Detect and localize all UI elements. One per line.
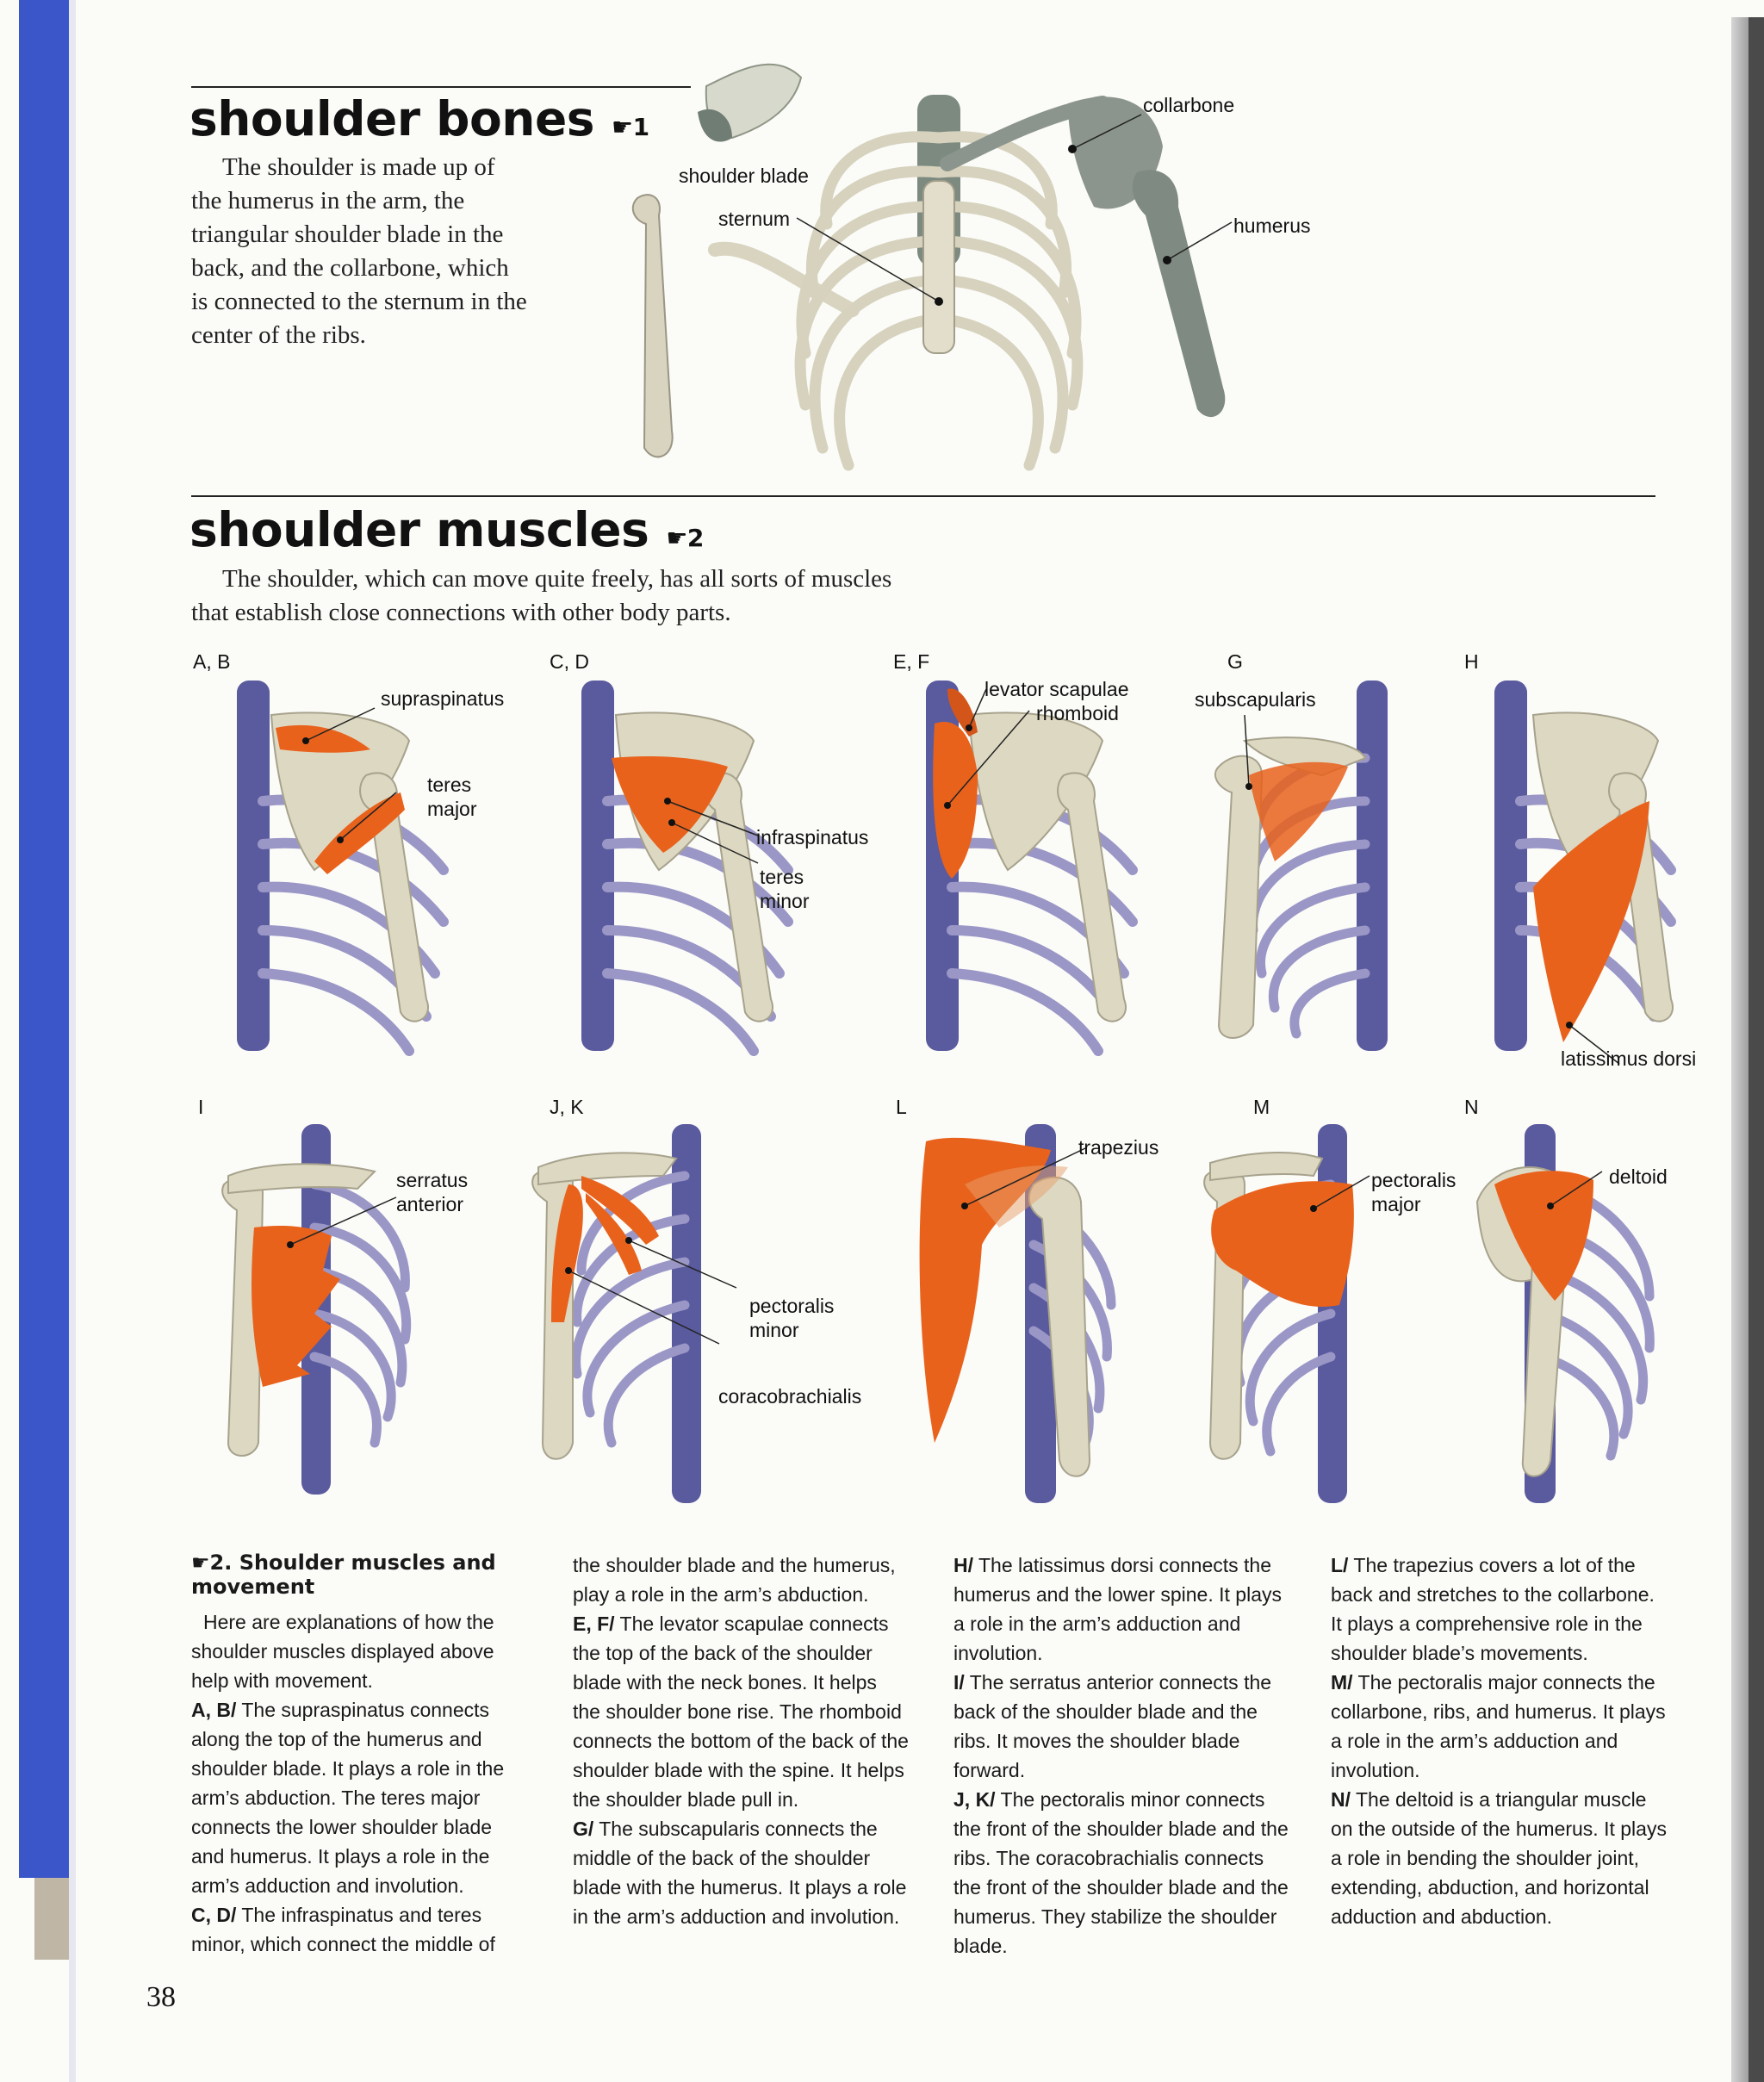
label-supraspinatus: supraspinatus — [381, 687, 505, 710]
entry-m: M/ The pectoralis major connects the collarbone, ribs, and humerus. It plays a role in the arm’s adduction and involution. — [1331, 1671, 1666, 1781]
label-subscapularis: subscapularis — [1195, 688, 1316, 711]
page-edge-dark — [1748, 17, 1764, 2082]
label-pectoralis: pectoralis — [1371, 1169, 1457, 1191]
panel-i-illustration — [211, 1116, 418, 1503]
entry-ab: A, B/ The supraspinatus connects along the top of the humerus and shoulder blade. It plays a role in the arm’s abduction. The teres major connects the lower shoulder blade and humerus. It plays a role in the arm’s adduction and involution. — [191, 1699, 505, 1897]
label-coracobrachialis: coracobrachialis — [718, 1385, 862, 1408]
panel-letter-m: M — [1253, 1096, 1270, 1118]
entry-l: L/ The trapezius covers a lot of the back and stretches to the collarbone. It plays a comprehensive role in the shoulder blade’s movements. — [1331, 1554, 1655, 1664]
panel-letter-ab: A, B — [193, 650, 231, 673]
entry-h: H/ The latissimus dorsi connects the humerus and the lower spine. It plays a role in the arm’s adduction and involution. — [953, 1554, 1282, 1664]
heading-shoulder-bones — [189, 93, 649, 153]
label-teres: teres — [427, 774, 472, 796]
label-rhomboid: rhomboid — [1036, 702, 1119, 724]
panel-letter-h: H — [1464, 650, 1479, 673]
section-rule-muscles — [191, 495, 1655, 497]
label-minor: minor — [760, 890, 810, 912]
panel-letter-g: G — [1227, 650, 1243, 673]
entry-n: N/ The deltoid is a triangular muscle on the outside of the humerus. It plays a role in bending the shoulder joint, extending, abduction, and horizontal adduction and abduction. — [1331, 1788, 1667, 1928]
latissimus-dorsi-muscle — [1533, 801, 1649, 1042]
panel-ab-illustration — [220, 672, 478, 1068]
label-teres: teres — [760, 866, 804, 888]
entry-cd-continued: the shoulder blade and the humerus, play a role in the arm’s abduction. — [573, 1554, 896, 1606]
label-major: major — [1371, 1193, 1421, 1215]
entry-jk: J, K/ The pectoralis minor connects the front of the shoulder blade and the ribs. The coracobrachialis connects the front of the shoulder blade and the humerus. They stabilize the shoulder blade. — [953, 1788, 1289, 1957]
text-column-3 — [953, 1551, 1289, 1961]
text-column-4 — [1331, 1551, 1667, 1931]
binding-gap — [69, 0, 76, 2082]
label-humerus: humerus — [1233, 214, 1311, 237]
heading-text: shoulder muscles — [189, 502, 649, 557]
left-humerus-bone — [633, 195, 673, 457]
panel-letter-ef: E, F — [893, 650, 930, 673]
text-column-2 — [573, 1551, 909, 1931]
sternum-bone — [923, 181, 954, 353]
label-shoulder-blade: shoulder blade — [679, 165, 809, 187]
entry-ef: E, F/ The levator scapulae connects the top of the back of the shoulder blade with the neck bones. It helps the shoulder bone rise. The rhomboid connects the bottom of the back of the shoulder blade with the spine. It helps the shoulder blade pull in. — [573, 1613, 909, 1811]
panel-letter-cd: C, D — [550, 650, 589, 673]
label-latissimus-dorsi: latissimus dorsi — [1561, 1047, 1697, 1070]
panel-l-illustration — [904, 1116, 1128, 1512]
label-anterior: anterior — [396, 1193, 463, 1215]
panel-jk-illustration — [521, 1116, 745, 1512]
cross-reference-marker: ☛1 — [611, 113, 649, 141]
label-sternum: sternum — [718, 208, 791, 230]
label-minor: minor — [749, 1319, 799, 1341]
panel-letter-i: I — [198, 1096, 204, 1118]
bones-intro-text: The shoulder is made up of the humerus in the arm, the triangular shoulder blade in the back, and the collarbone, which is connected to the sternum in the center of the ribs. — [191, 153, 527, 349]
label-pectoralis: pectoralis — [749, 1295, 835, 1317]
panel-letter-l: L — [896, 1096, 907, 1118]
right-humerus-bone — [1133, 170, 1225, 417]
label-deltoid: deltoid — [1609, 1165, 1668, 1188]
text-column-1 — [191, 1551, 527, 1959]
panel-g-illustration — [1193, 672, 1400, 1068]
binding-tan-block — [34, 1878, 69, 1960]
label-infraspinatus: infraspinatus — [756, 826, 869, 848]
panel-ef-illustration — [909, 672, 1167, 1068]
label-levator-scapulae: levator scapulae — [984, 678, 1129, 700]
muscles-intro-text: The shoulder, which can move quite freely, has all sorts of muscles that establish close connections with other body parts. — [191, 565, 892, 626]
page-number: 38 — [146, 1981, 176, 2013]
panel-letter-n: N — [1464, 1096, 1479, 1118]
panel-m-illustration — [1193, 1116, 1391, 1512]
binding-strip — [19, 0, 69, 1878]
heading-shoulder-muscles — [189, 504, 704, 564]
label-major: major — [427, 798, 477, 820]
explanation-title: ☛2. Shoulder muscles and movement — [191, 1551, 496, 1599]
entry-i: I/ The serratus anterior connects the back of the shoulder blade and the ribs. It moves the shoulder blade forward. — [953, 1671, 1272, 1781]
label-serratus: serratus — [396, 1169, 469, 1191]
entry-cd: C, D/ The infraspinatus and teres minor, which connect the middle of — [191, 1904, 495, 1955]
cross-reference-marker: ☛2 — [666, 524, 704, 552]
explanation-intro: Here are explanations of how the shoulder muscles displayed above help with movement. — [191, 1611, 494, 1692]
heading-text: shoulder bones — [189, 91, 594, 146]
label-collarbone: collarbone — [1143, 94, 1235, 116]
entry-g: G/ The subscapularis connects the middle of the back of the shoulder blade with the humerus. It plays a role in the arm’s adduction and involution. — [573, 1818, 907, 1928]
panel-letter-jk: J, K — [550, 1096, 584, 1118]
panel-h-illustration — [1486, 672, 1693, 1068]
label-trapezius: trapezius — [1078, 1136, 1159, 1159]
spine — [237, 681, 270, 1051]
